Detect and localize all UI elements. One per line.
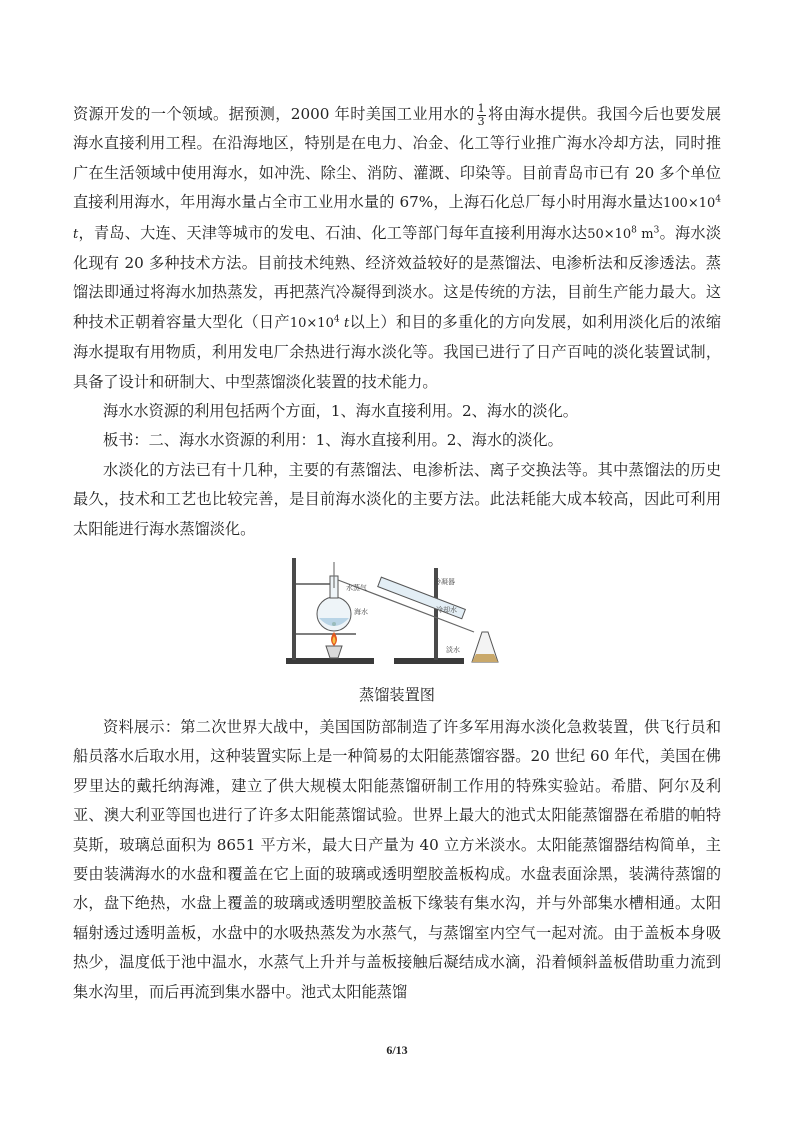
p1-part-a: 资源开发的一个领域。据预测，2000 年时美国工业用水的 <box>73 105 475 123</box>
text-block-bottom <box>73 713 721 1007</box>
label-seawater: 海水 <box>354 608 368 616</box>
fraction-numerator: 1 <box>477 101 485 115</box>
math-base: 10×10 <box>289 315 334 331</box>
label-fresh-water: 淡水 <box>446 646 460 654</box>
page-number: 6/13 <box>386 1043 408 1057</box>
left-stand-rod <box>292 558 296 660</box>
distillation-apparatus-figure <box>284 554 514 670</box>
label-cooling-water: 冷却水 <box>436 606 457 614</box>
math-base: 50×10 <box>587 226 632 242</box>
p1-part-c: ，青岛、大连、天津等城市的发电、石油、化工等部门每年直接利用海水达 <box>78 223 588 242</box>
left-stand-base <box>286 658 374 664</box>
figure-caption: 蒸馏装置图 <box>359 686 435 704</box>
paragraph-3: 板书：二、海水水资源的利用：1、海水直接利用。2、海水的淡化。 <box>103 431 563 450</box>
fraction-denominator: 3 <box>477 114 485 128</box>
paragraph-4: 水淡化的方法已有十几种，主要的有蒸馏法、电渗析法、离子交换法等。其中蒸馏法的历史最久，技术和工艺也比较完善，是目前海水淡化的主要方法。此法耗能大成本较高，因此可利用太阳能进行海水蒸馏淡化。 <box>73 460 721 538</box>
p1-part-e: 以上）和目的多重化的方向发展，如利用淡化后的浓缩海水提取有用物质，利用发电厂余热进行海水淡化等。我国已进行了日产百吨的淡化装置试制，具备了设计和研制大、中型蒸馏淡化装置的技术能力。 <box>73 312 722 391</box>
alcohol-lamp <box>326 646 342 658</box>
p1-part-b: 将由海水提供。我国今后也要发展海水直接利用工程。在沿海地区，特别是在电力、冶金、化工等行业推广海水冷却方法，同时推广在生活领域中使用海水，如冲洗、除尘、消防、灌溉、印染等。目前青岛市已有 20 多个单位直接利用海水，年用海水量占全市工业用水量的 67%，上海石化总厂每小时用海水量达 <box>73 105 722 212</box>
paragraph-1 <box>73 100 721 397</box>
math-base: 100×10 <box>663 196 716 212</box>
label-condenser: 冷凝器 <box>434 578 455 586</box>
math-50x10-8-m3 <box>587 227 659 242</box>
math-exponent: 8 <box>631 225 637 236</box>
p1-part-d: 。海水淡化现有 20 多种技术方法。目前技术纯熟、经济效益较好的是蒸馏法、电渗析法和反渗透法。蒸馏法即通过将海水加热蒸发，再把蒸汽冷凝得到淡水。这是传统的方法，目前生产能力最大。这种技术正朝着容量大型化（日产 <box>73 223 722 331</box>
fraction-one-third <box>477 103 486 128</box>
math-unit: t <box>339 315 350 331</box>
label-vapor: 水蒸气 <box>346 584 367 592</box>
math-10x10-4-t <box>290 316 349 331</box>
boiling-chip <box>332 622 336 626</box>
math-unit: t <box>73 226 79 242</box>
math-unit-exponent: 3 <box>653 225 660 236</box>
math-unit: m <box>636 226 654 242</box>
right-stand-base <box>394 658 464 664</box>
paragraph-5: 资料展示：第二次世界大战中，美国国防部制造了许多军用海水淡化急救装置，供飞行员和船员落水后取水用，这种装置实际上是一种简易的太阳能蒸馏容器。20 世纪 60 年代，美国在佛罗里达的戴托纳海滩，建立了供大规模太阳能蒸馏研制工作用的特殊实验站。希腊、阿尔及利亚、澳大利亚等国也进行了许多太阳能蒸馏试验。世界上最大的池式太阳能蒸馏器在希腊的帕特莫斯，玻璃总面积为 8651 平方米，最大日产量为 40 立方米淡水。太阳能蒸馏器结构简单，主要由装满海水的水盘和覆盖在它上面的玻璃或透明塑胶盖板构成。水盘表面涂黑，装满待蒸馏的水，盘下绝热，水盘上覆盖的玻璃或透明塑胶盖板下缘装有集水沟，并与外部集水槽相通。太阳辐射透过透明盖板，水盘中的水吸热蒸发为水蒸气，与蒸馏室内空气一起对流。由于盖板本身吸热少，温度低于池中温水，水蒸气上升并与盖板接触后凝结成水滴，沿着倾斜盖板借助重力流到集水沟里，而后再流到集水器中。池式太阳能蒸馏 <box>73 718 721 1001</box>
text-block-top <box>73 100 721 544</box>
paragraph-2: 海水水资源的利用包括两个方面，1、海水直接利用。2、海水的淡化。 <box>103 402 578 421</box>
math-exponent: 4 <box>715 194 721 205</box>
math-exponent: 4 <box>333 314 340 325</box>
fresh-water-collected <box>472 654 498 662</box>
